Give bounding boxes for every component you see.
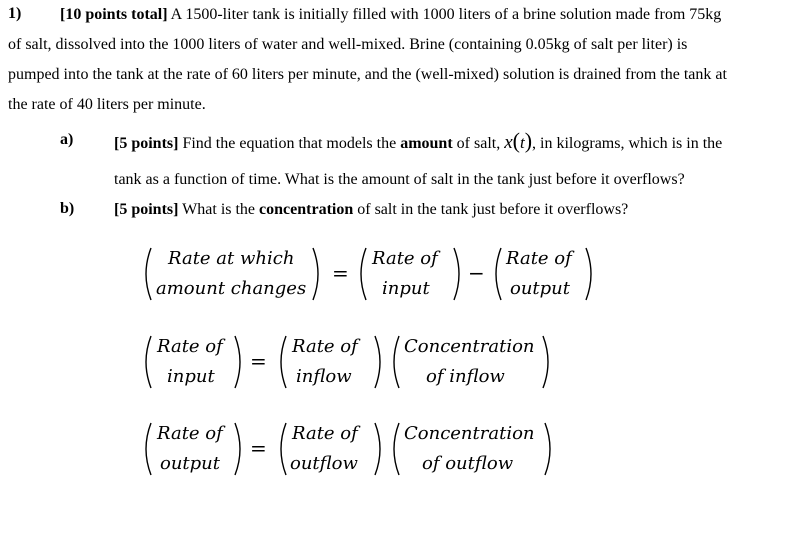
- part-a-text-1: Find the equation that models the: [178, 135, 401, 152]
- eq3-lhs-group: [140, 418, 245, 482]
- eq2-term1-bottom: inflow: [296, 366, 352, 387]
- problem-number: 1): [8, 5, 22, 22]
- eq1-lhs-group: [140, 243, 330, 307]
- part-b-line: [114, 200, 628, 220]
- right-paren-icon: [372, 335, 386, 389]
- eq2-lhs-top: Rate of: [157, 336, 223, 357]
- eq1-term2-bottom: output: [510, 278, 571, 299]
- eq3-equals: =: [250, 436, 267, 460]
- left-paren-icon: [140, 247, 154, 301]
- right-paren-icon: [310, 247, 324, 301]
- part-a-bold-amount: amount: [400, 135, 453, 152]
- eq2-lhs-bottom: input: [167, 366, 215, 387]
- eq1-term1-group: [355, 243, 465, 307]
- left-paren-icon: [140, 335, 154, 389]
- equation-2: [0, 331, 804, 395]
- eq1-minus: −: [468, 261, 485, 285]
- eq2-equals: =: [250, 349, 267, 373]
- eq1-term2-group: [490, 243, 600, 307]
- eq1-term1-bottom: input: [382, 278, 430, 299]
- part-b-bold-concentration: concentration: [259, 201, 354, 218]
- points-total: [10 points total]: [60, 6, 168, 23]
- eq2-term2-group: [388, 331, 558, 395]
- eq3-term2-top: Concentration: [404, 423, 535, 444]
- eq2-lhs-group: [140, 331, 245, 395]
- left-paren-icon: [275, 422, 289, 476]
- equation-3: [0, 418, 804, 482]
- part-a-text-3: , in kilograms, which is in the: [532, 135, 723, 152]
- left-paren-icon: [140, 422, 154, 476]
- close-paren: ): [524, 128, 533, 153]
- right-paren-icon: [232, 422, 246, 476]
- part-a-label: a): [60, 131, 74, 148]
- open-paren: (: [512, 128, 520, 153]
- eq3-term2-group: [388, 418, 560, 482]
- eq2-term2-bottom: of inflow: [426, 366, 505, 387]
- left-paren-icon: [355, 247, 369, 301]
- left-paren-icon: [388, 422, 402, 476]
- right-paren-icon: [232, 335, 246, 389]
- eq1-equals: =: [332, 261, 349, 285]
- eq3-term1-bottom: outflow: [290, 453, 358, 474]
- part-a-line-1: [114, 128, 723, 154]
- eq3-term1-group: [275, 418, 387, 482]
- problem-intro-line-3: pumped into the tank at the rate of 60 liters per minute, and the (well-mixed) solution is drained from the tank at: [8, 66, 727, 83]
- left-paren-icon: [388, 335, 402, 389]
- right-paren-icon: [451, 247, 465, 301]
- problem-intro-line-1: [60, 5, 721, 25]
- part-a-text-2: of salt,: [452, 135, 505, 152]
- problem-intro-line-4: the rate of 40 liters per minute.: [8, 96, 206, 113]
- var-t: t: [519, 133, 525, 152]
- part-b-points: [5 points]: [114, 201, 179, 218]
- left-paren-icon: [275, 335, 289, 389]
- eq2-term1-group: [275, 331, 387, 395]
- eq2-term2-top: Concentration: [404, 336, 535, 357]
- right-paren-icon: [542, 422, 556, 476]
- intro-text-1: A 1500-liter tank is initially filled with 1000 liters of a brine solution made from 75kg: [167, 6, 722, 23]
- left-paren-icon: [490, 247, 504, 301]
- eq3-term1-top: Rate of: [292, 423, 358, 444]
- eq3-term2-bottom: of outflow: [422, 453, 514, 474]
- eq3-lhs-bottom: output: [160, 453, 221, 474]
- part-a-line-2: tank as a function of time. What is the amount of salt in the tank just before it overflows?: [114, 171, 685, 188]
- part-b-text-2: of salt in the tank just before it overflows?: [353, 201, 629, 218]
- eq1-lhs-top: Rate at which: [168, 248, 295, 269]
- eq2-term1-top: Rate of: [292, 336, 358, 357]
- right-paren-icon: [540, 335, 554, 389]
- eq1-term1-top: Rate of: [372, 248, 438, 269]
- var-x: x: [504, 132, 513, 153]
- eq1-lhs-bottom: amount changes: [156, 278, 307, 299]
- part-a-points: [5 points]: [114, 135, 179, 152]
- problem-intro-line-2: of salt, dissolved into the 1000 liters of water and well-mixed. Brine (containing 0.05kg of salt per liter) is: [8, 36, 688, 53]
- right-paren-icon: [372, 422, 386, 476]
- eq3-lhs-top: Rate of: [157, 423, 223, 444]
- part-b-label: b): [60, 200, 75, 217]
- part-b-text-1: What is the: [178, 201, 260, 218]
- eq1-term2-top: Rate of: [506, 248, 572, 269]
- equation-1: [0, 243, 804, 307]
- right-paren-icon: [583, 247, 597, 301]
